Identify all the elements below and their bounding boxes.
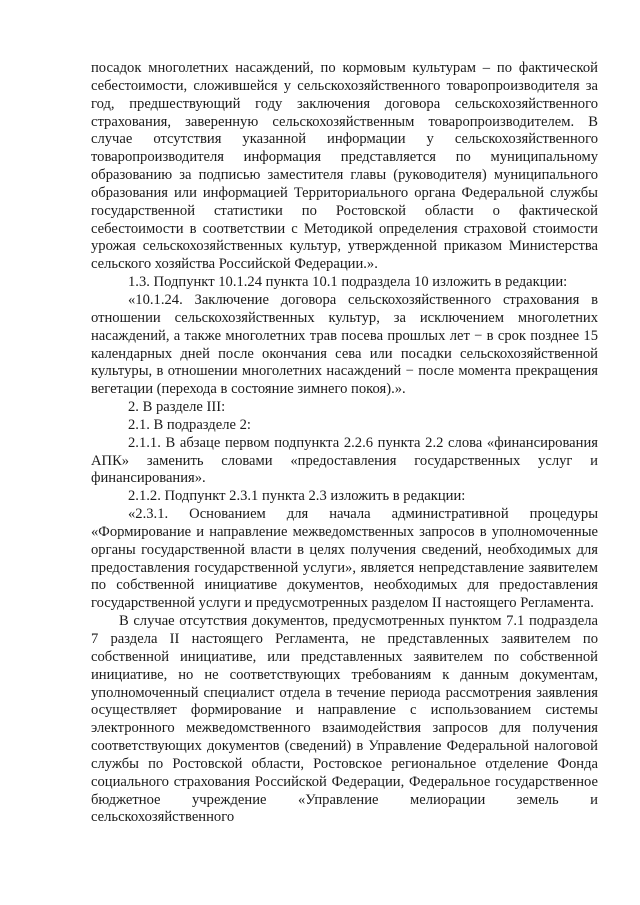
paragraph-5: 2.1. В подразделе 2: [128, 416, 251, 433]
paragraph-4: 2. В разделе III: [128, 399, 226, 416]
paragraph-9: В случае отсутствия документов, предусмотренных пунктом 7.1 подраздела 7 раздела II настоящего Регламента, не представленных заявителем по собственной инициативе, или представленных заявителем по собственной инициативе, но не соответствующих требованиям к данным документам, уполномоченный специалист отдела в течение периода рассмотрения заявления осуществляет формирование и направление с использованием системы электронного межведомственного взаимодействия запросов для получения соответствующих документов (сведений) в Управление Федеральной налоговой службы по Ростовской области, Ростовское региональное отделение Фонда социального страхования Российской Федерации, Федеральное государственное бюджетное учреждение «Управление мелиорации земель и сельскохозяйственного [91, 613, 598, 826]
paragraph-3: «10.1.24. Заключение договора сельскохозяйственного страхования в отношении сельскохозяйственных культур, за исключением многолетних насаждений, а также многолетних трав посева прошлых лет − в срок позднее 15 календарных дней после окончания сева или посадки сельскохозяйственной культуры, в отношении многолетних насаждений − после момента прекращения вегетации (перехода в состояние зимнего покоя).». [91, 291, 598, 398]
paragraph-6: 2.1.1. В абзаце первом подпункта 2.2.6 пункта 2.2 слова «финансирования АПК» заменить словами «предоставления государственных услуг и финансирования». [91, 434, 598, 487]
paragraph-8: «2.3.1. Основанием для начала административной процедуры «Формирование и направление межведомственных запросов в уполномоченные органы государственной власти в целях получения сведений, необходимых для предоставления государственной услуги», является непредставление заявителем по собственной инициативе документов, необходимых для предоставления государственной услуги и предусмотренных разделом II настоящего Регламента. [91, 506, 598, 612]
paragraph-2: 1.3. Подпункт 10.1.24 пункта 10.1 подраздела 10 изложить в редакции: [128, 274, 568, 291]
paragraph-7: 2.1.2. Подпункт 2.3.1 пункта 2.3 изложить в редакции: [128, 488, 466, 505]
document-page [91, 60, 598, 827]
paragraph-1: посадок многолетних насаждений, по кормовым культурам – по фактической себестоимости, сложившейся у сельскохозяйственного товаропроизводителя за год, предшествующий году заключения договора сельскохозяйственного страхования, заверенную сельскохозяйственным товаропроизводителем. В случае отсутствия указанной информации у сельскохозяйственного товаропроизводителя информация представляется по муниципальному образованию за подписью заместителя главы (руководителя) муниципального образования или информацией Территориального органа Федеральной службы государственной статистики по Ростовской области о фактической себестоимости в соответствии с Методикой определения страховой стоимости урожая сельскохозяйственных культур, утвержденной приказом Министерства сельского хозяйства Российской Федерации.». [91, 60, 598, 273]
